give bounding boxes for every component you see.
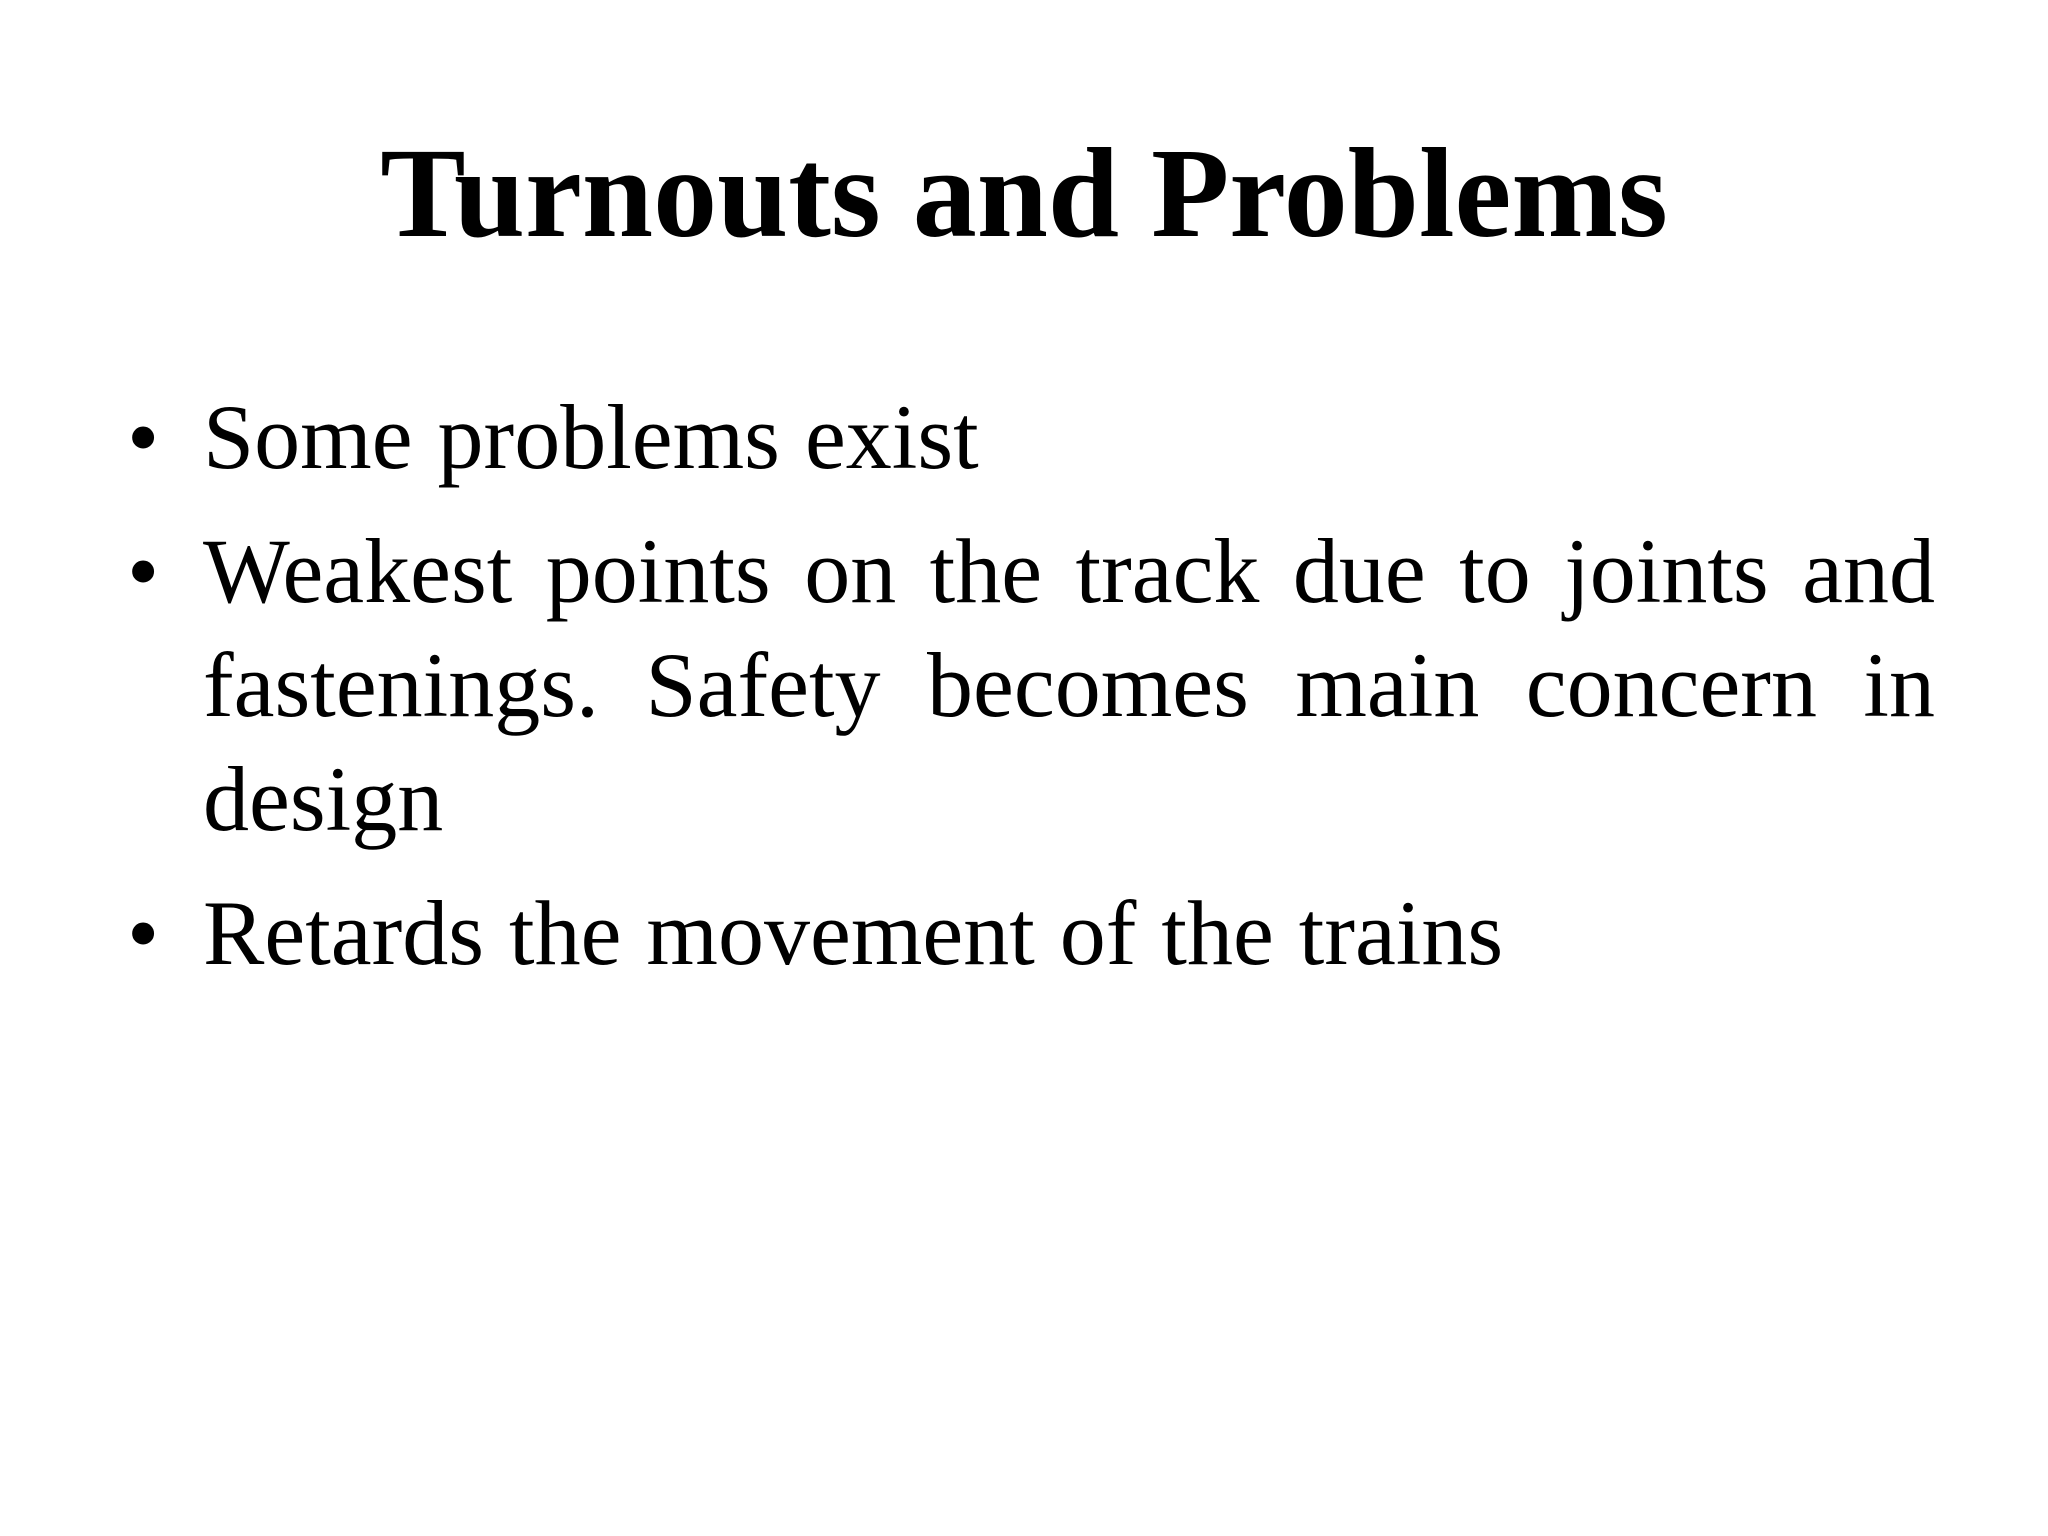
bullet-text: Some problems exist xyxy=(203,386,979,488)
bullet-item xyxy=(0,380,2048,494)
bullet-item xyxy=(0,514,2048,856)
bullet-item xyxy=(0,876,2048,990)
bullet-marker: • xyxy=(127,386,160,488)
slide-title: Turnouts and Problems xyxy=(380,122,1668,264)
bullet-marker: • xyxy=(127,882,160,984)
bullet-list xyxy=(0,380,2048,1010)
bullet-marker: • xyxy=(127,520,160,622)
bullet-text: Weakest points on the track due to joints and fastenings. Safety becomes main concern in design xyxy=(203,520,1935,850)
bullet-text: Retards the movement of the trains xyxy=(203,882,1504,984)
